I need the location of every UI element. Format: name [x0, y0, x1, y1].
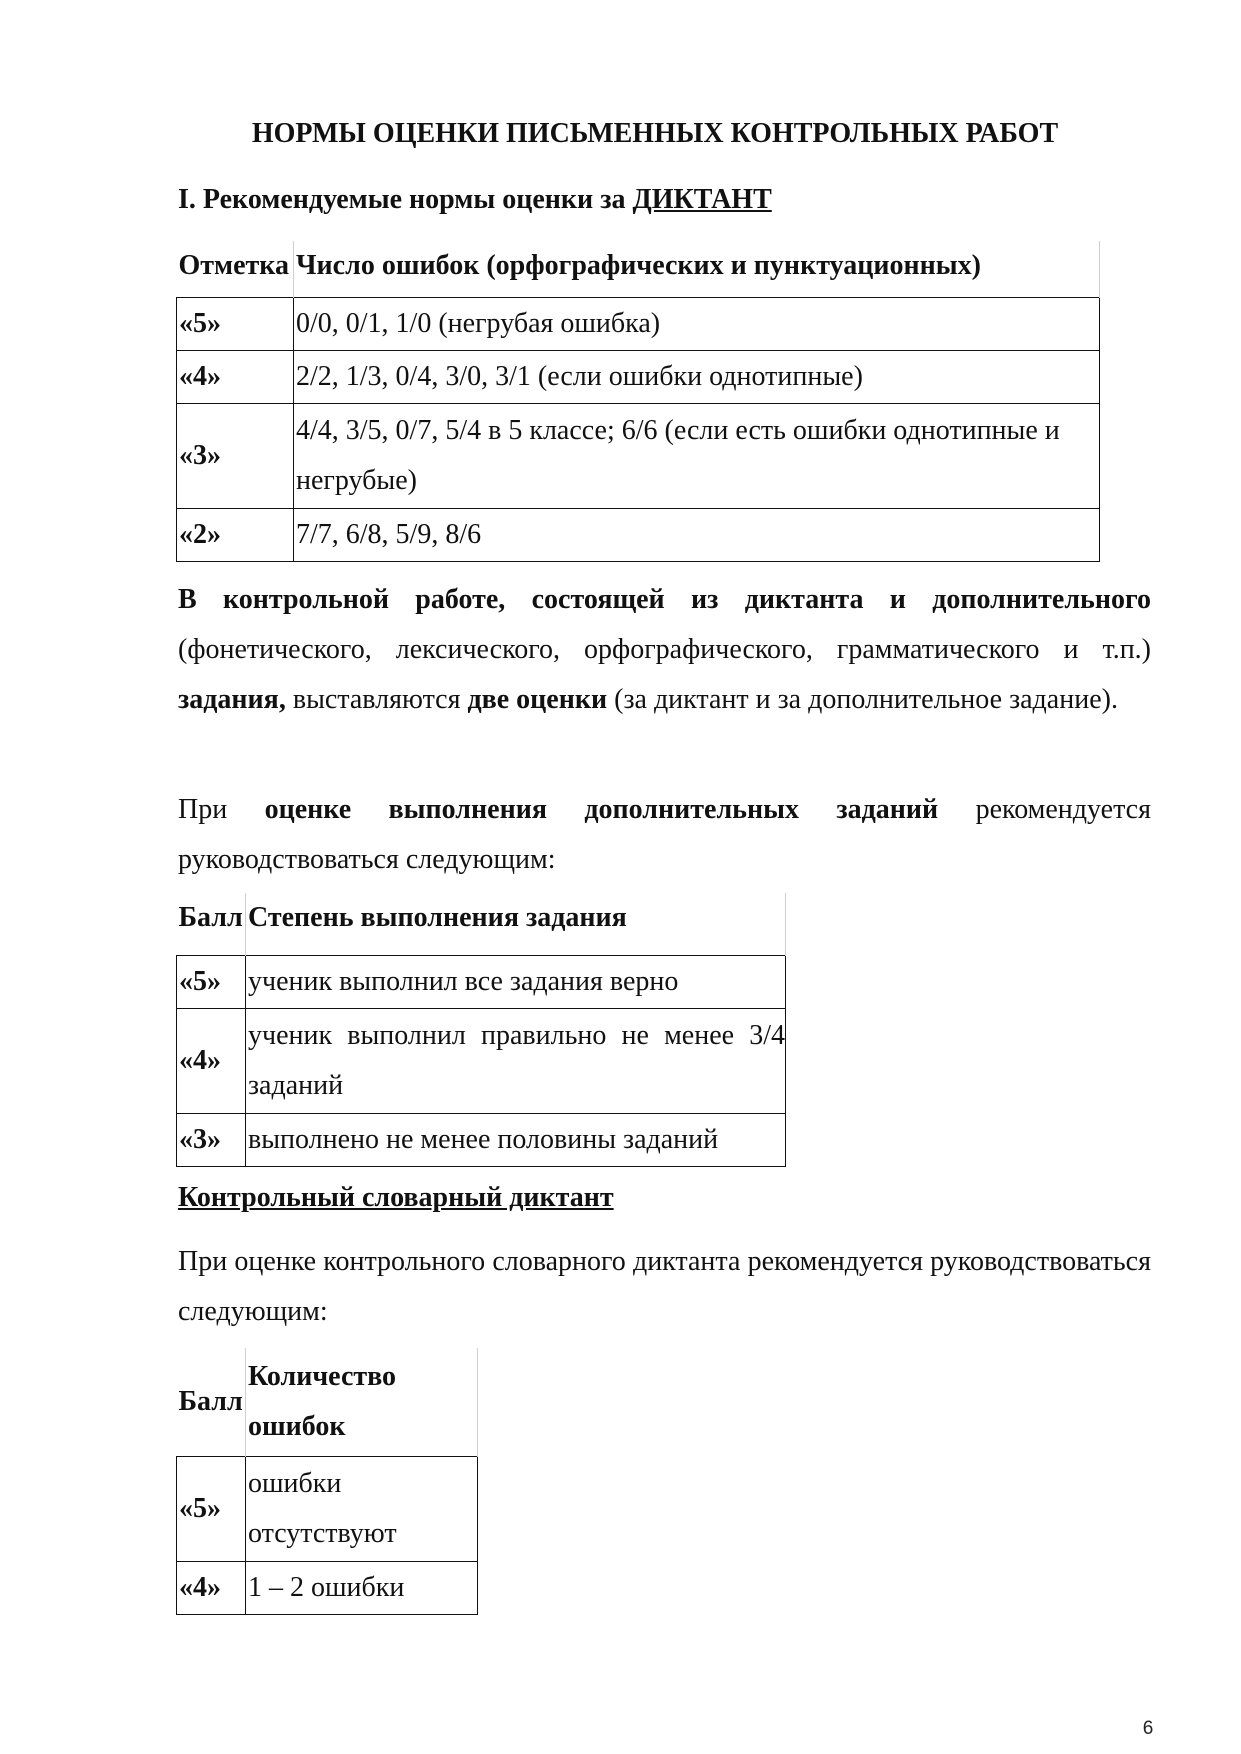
- grade-cell: «2»: [177, 509, 294, 562]
- paragraph-text: выставляются: [285, 684, 468, 715]
- section-heading-dictation: [178, 184, 772, 216]
- bold-text: оценке выполнения дополнительных заданий: [264, 794, 939, 825]
- page-number: 6: [1142, 1718, 1154, 1739]
- dictation-grades-table: [176, 241, 1100, 562]
- paragraph-vocabulary: При оценке контрольного словарного диктанта рекомендуется руководствоваться следующим:: [178, 1246, 1151, 1327]
- grade-cell: «4»: [177, 351, 294, 404]
- table-row: [177, 1562, 478, 1615]
- errors-cell: 7/7, 6/8, 5/9, 8/6: [294, 509, 1100, 562]
- bold-text: задания,: [178, 684, 286, 715]
- page-title: НОРМЫ ОЦЕНКИ ПИСЬМЕННЫХ КОНТРОЛЬНЫХ РАБОТ: [251, 118, 1059, 149]
- grade-cell: «3»: [177, 404, 294, 509]
- vocabulary-dictation-table: [176, 1348, 478, 1615]
- grade-cell: «5»: [177, 1457, 246, 1562]
- grade-cell: «4»: [177, 1562, 246, 1615]
- table-row: [177, 298, 1100, 351]
- header-completion: Степень выполнения задания: [246, 893, 786, 956]
- table-row: [177, 956, 786, 1009]
- completion-cell: ученик выполнил правильно не менее 3/4 заданий: [246, 1009, 786, 1114]
- table-header-row: [177, 1348, 478, 1457]
- table-row: [177, 1457, 478, 1562]
- errors-cell: 4/4, 3/5, 0/7, 5/4 в 5 классе; 6/6 (если есть ошибки однотипные и негрубые): [294, 404, 1100, 509]
- errors-cell: 2/2, 1/3, 0/4, 3/0, 3/1 (если ошибки однотипные): [294, 351, 1100, 404]
- paragraph-two-grades: [178, 575, 1151, 725]
- header-grade: Отметка: [178, 250, 289, 281]
- paragraph-text: (фонетического, лексического, орфографического, грамматического и т.п.): [178, 634, 1151, 665]
- table-row: [177, 509, 1100, 562]
- paragraph-additional-tasks: [178, 785, 1151, 885]
- header-errors: Число ошибок (орфографических и пунктуационных): [294, 241, 1100, 298]
- header-score: Балл: [178, 902, 243, 933]
- completion-cell: ученик выполнил все задания верно: [246, 956, 786, 1009]
- table-row: [177, 404, 1100, 509]
- error-count-cell: 1 – 2 ошибки: [246, 1562, 478, 1615]
- grade-cell: «5»: [177, 956, 246, 1009]
- table-row: [177, 1009, 786, 1114]
- paragraph-text: рекомендуется руководствоваться следующим:: [178, 794, 1151, 875]
- completion-cell: выполнено не менее половины заданий: [246, 1114, 786, 1167]
- paragraph-text: При: [178, 794, 265, 825]
- header-score: Балл: [178, 1386, 243, 1417]
- error-count-cell: ошибки отсутствуют: [246, 1457, 478, 1562]
- bold-text: В контрольной работе, состоящей из диктанта и дополнительного: [178, 584, 1151, 615]
- bold-text: две оценки: [467, 684, 608, 715]
- table-header-row: [177, 241, 1100, 298]
- grade-cell: «5»: [177, 298, 294, 351]
- paragraph-text: (за диктант и за дополнительное задание).: [607, 684, 1118, 715]
- grade-cell: «4»: [177, 1009, 246, 1114]
- section-heading-text: I. Рекомендуемые нормы оценки за: [178, 184, 633, 215]
- table-row: [177, 1114, 786, 1167]
- section-heading-underlined: ДИКТАНТ: [632, 184, 772, 215]
- header-error-count: Количество ошибок: [246, 1348, 478, 1457]
- errors-cell: 0/0, 0/1, 1/0 (негрубая ошибка): [294, 298, 1100, 351]
- subheading-vocabulary-dictation: Контрольный словарный диктант: [178, 1182, 614, 1213]
- additional-tasks-table: [176, 893, 786, 1167]
- grade-cell: «3»: [177, 1114, 246, 1167]
- table-row: [177, 351, 1100, 404]
- table-header-row: [177, 893, 786, 956]
